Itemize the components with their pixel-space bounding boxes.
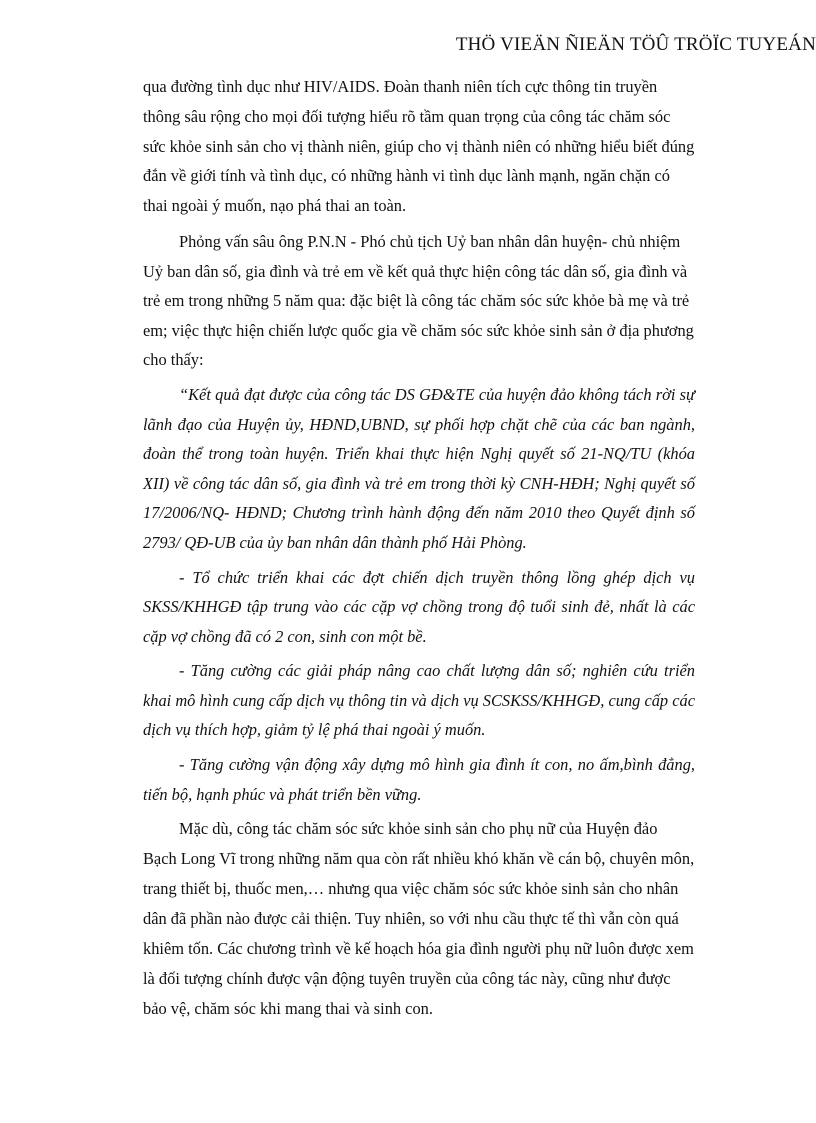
document-body <box>143 72 695 1024</box>
paragraph-interview: Phỏng vấn sâu ông P.N.N - Phó chủ tịch Uỷ ban nhân dân huyện- chủ nhiệm Uỷ ban dân số, gia đình và trẻ em về kết quả thực hiện công tác dân số, gia đình và trẻ em trong những 5 năm qua: đặc biệt là công tác chăm sóc sức khỏe bà mẹ và trẻ em; việc thực hiện chiến lược quốc gia về chăm sóc sức khỏe sinh sản ở địa phương cho thấy: <box>143 231 694 370</box>
paragraph-conclusion: Mặc dù, công tác chăm sóc sức khỏe sinh sản cho phụ nữ của Huyện đảo Bạch Long Vĩ trong những năm qua còn rất nhiều khó khăn về cán bộ, chuyên môn, trang thiết bị, thuốc men,… nhưng qua việc chăm sóc sức khỏe sinh sản cho nhân dân đã phần nào được cải thiện. Tuy nhiên, so với nhu cầu thực tế thì vẫn còn quá khiêm tốn. Các chương trình về kế hoạch hóa gia đình người phụ nữ luôn được xem là đối tượng chính được vận động tuyên truyền của công tác này, cũng như được bảo vệ, chăm sóc khi mang thai và sinh con. <box>143 819 695 1019</box>
paragraph-continuation: qua đường tình dục như HIV/AIDS. Đoàn thanh niên tích cực thông tin truyền thông sâu rộng cho mọi đối tượng hiểu rõ tầm quan trọng của công tác chăm sóc sức khỏe sinh sản cho vị thành niên, giúp cho vị thành niên có những hiểu biết đúng đắn về giới tính và tình dục, có những hành vi tình dục lành mạnh, ngăn chặn có thai ngoài ý muốn, nạo phá thai an toàn. <box>143 77 695 216</box>
quote-item-quality: - Tăng cường các giải pháp nâng cao chất lượng dân số; nghiên cứu triển khai mô hình cung cấp dịch vụ thông tin và dịch vụ SCSKSS/KHHGĐ, cung cấp các dịch vụ thích hợp, giảm tỷ lệ phá thai ngoài ý muốn. <box>143 661 695 740</box>
quote-item-campaign: - Tổ chức triển khai các đợt chiến dịch truyền thông lồng ghép dịch vụ SKSS/KHHGĐ tập trung vào các cặp vợ chồng trong độ tuổi sinh đẻ, nhất là các cặp vợ chồng đã có 2 con, sinh con một bề. <box>143 567 695 646</box>
quote-results: “Kết quả đạt được của công tác DS GĐ&TE của huyện đảo không tách rời sự lãnh đạo của Huyện ủy, HĐND,UBND, sự phối hợp chặt chẽ của các ban ngành, đoàn thể trong toàn huyện. Triển khai thực hiện Nghị quyết số 21-NQ/TU (khóa XII) về công tác dân số, gia đình và trẻ em trong thời kỳ CNH-HĐH; Nghị quyết số 17/2006/NQ- HĐND; Chương trình hành động đến năm 2010 theo Quyết định số 2793/ QĐ-UB của ủy ban nhân dân thành phố Hải Phòng. <box>143 384 695 552</box>
page-header-title: THÖ VIEÄN ÑIEÄN TÖÛ TRÖÏC TUYEÁN <box>455 34 816 55</box>
quote-item-family-model: - Tăng cường vận động xây dựng mô hình gia đình ít con, no ấm,bình đẳng, tiến bộ, hạnh phúc và phát triển bền vững. <box>143 755 695 804</box>
